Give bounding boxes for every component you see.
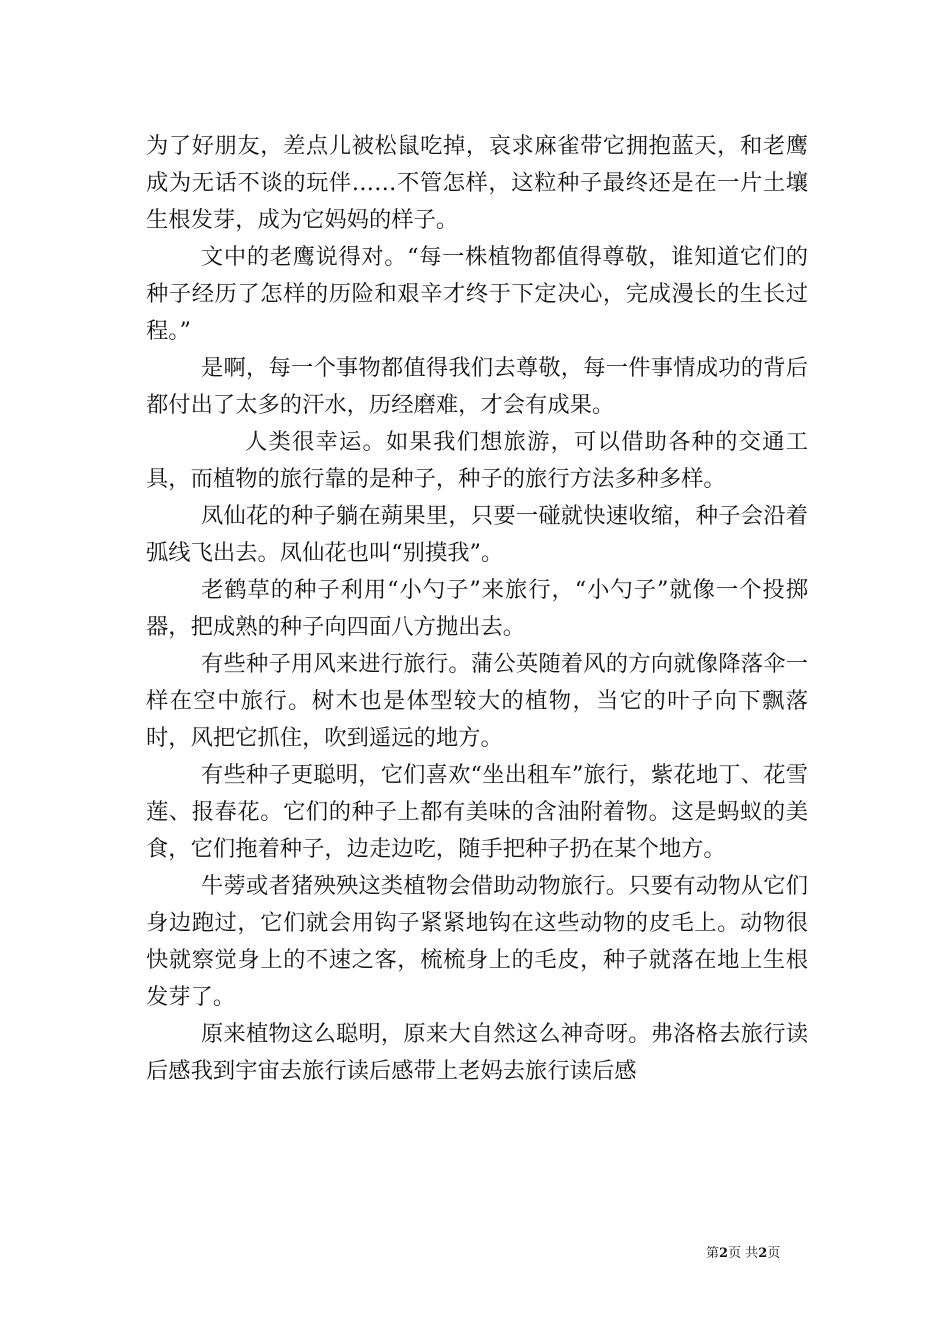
paragraph: 有些种子更聪明，它们喜欢“坐出租车”旅行，紫花地丁、花雪莲、报春花。它们的种子上都有美味的含油附着物。这是蚂蚁的美食，它们拖着种子，边走边吃，随手把种子扔在某个地方。: [146, 762, 808, 862]
paragraph: 牛蒡或者猪殃殃这类植物会借助动物旅行。只要有动物从它们身边跑过，它们就会用钩子紧紧地钩在这些动物的皮毛上。动物很快就察觉身上的不速之客，梳梳身上的毛皮，种子就落在地上生根发芽了。: [146, 873, 808, 1010]
paragraph: 文中的老鹰说得对。“每一株植物都值得尊敬，谁知道它们的种子经历了怎样的历险和艰辛才终于下定决心，完成漫长的生长过程。”: [146, 244, 808, 344]
paragraph: 为了好朋友，差点儿被松鼠吃掉，哀求麻雀带它拥抱蓝天，和老鹰成为无话不谈的玩伴……不管怎样，这粒种子最终还是在一片土壤生根发芽，成为它妈妈的样子。: [146, 133, 808, 233]
paragraph: 老鹤草的种子利用“小勺子”来旅行，“小勺子”就像一个投掷器，把成熟的种子向四面八方抛出去。: [146, 577, 808, 640]
current-page-number: 2: [719, 1246, 729, 1261]
footer-suffix: 页: [767, 1246, 781, 1261]
document-body: [146, 128, 808, 1090]
footer-middle: 页 共: [728, 1246, 759, 1261]
paragraph: 有些种子用风来进行旅行。蒲公英随着风的方向就像降落伞一样在空中旅行。树木也是体型较大的植物，当它的叶子向下飘落时，风把它抓住，吹到遥远的地方。: [146, 651, 808, 751]
paragraph: 人类很幸运。如果我们想旅游，可以借助各种的交通工具，而植物的旅行靠的是种子，种子的旅行方法多种多样。: [146, 429, 808, 492]
paragraph: 原来植物这么聪明，原来大自然这么神奇呀。弗洛格去旅行读后感我到宇宙去旅行读后感带上老妈去旅行读后感: [146, 1021, 808, 1084]
paragraph: 是啊，每一个事物都值得我们去尊敬，每一件事情成功的背后都付出了太多的汗水，历经磨难，才会有成果。: [146, 355, 808, 418]
page-number-footer: [706, 1246, 780, 1262]
footer-prefix: 第: [706, 1246, 720, 1261]
paragraph: 凤仙花的种子躺在蒴果里，只要一碰就快速收缩，种子会沿着弧线飞出去。凤仙花也叫“别摸我”。: [146, 503, 808, 566]
total-pages-number: 2: [758, 1246, 768, 1261]
